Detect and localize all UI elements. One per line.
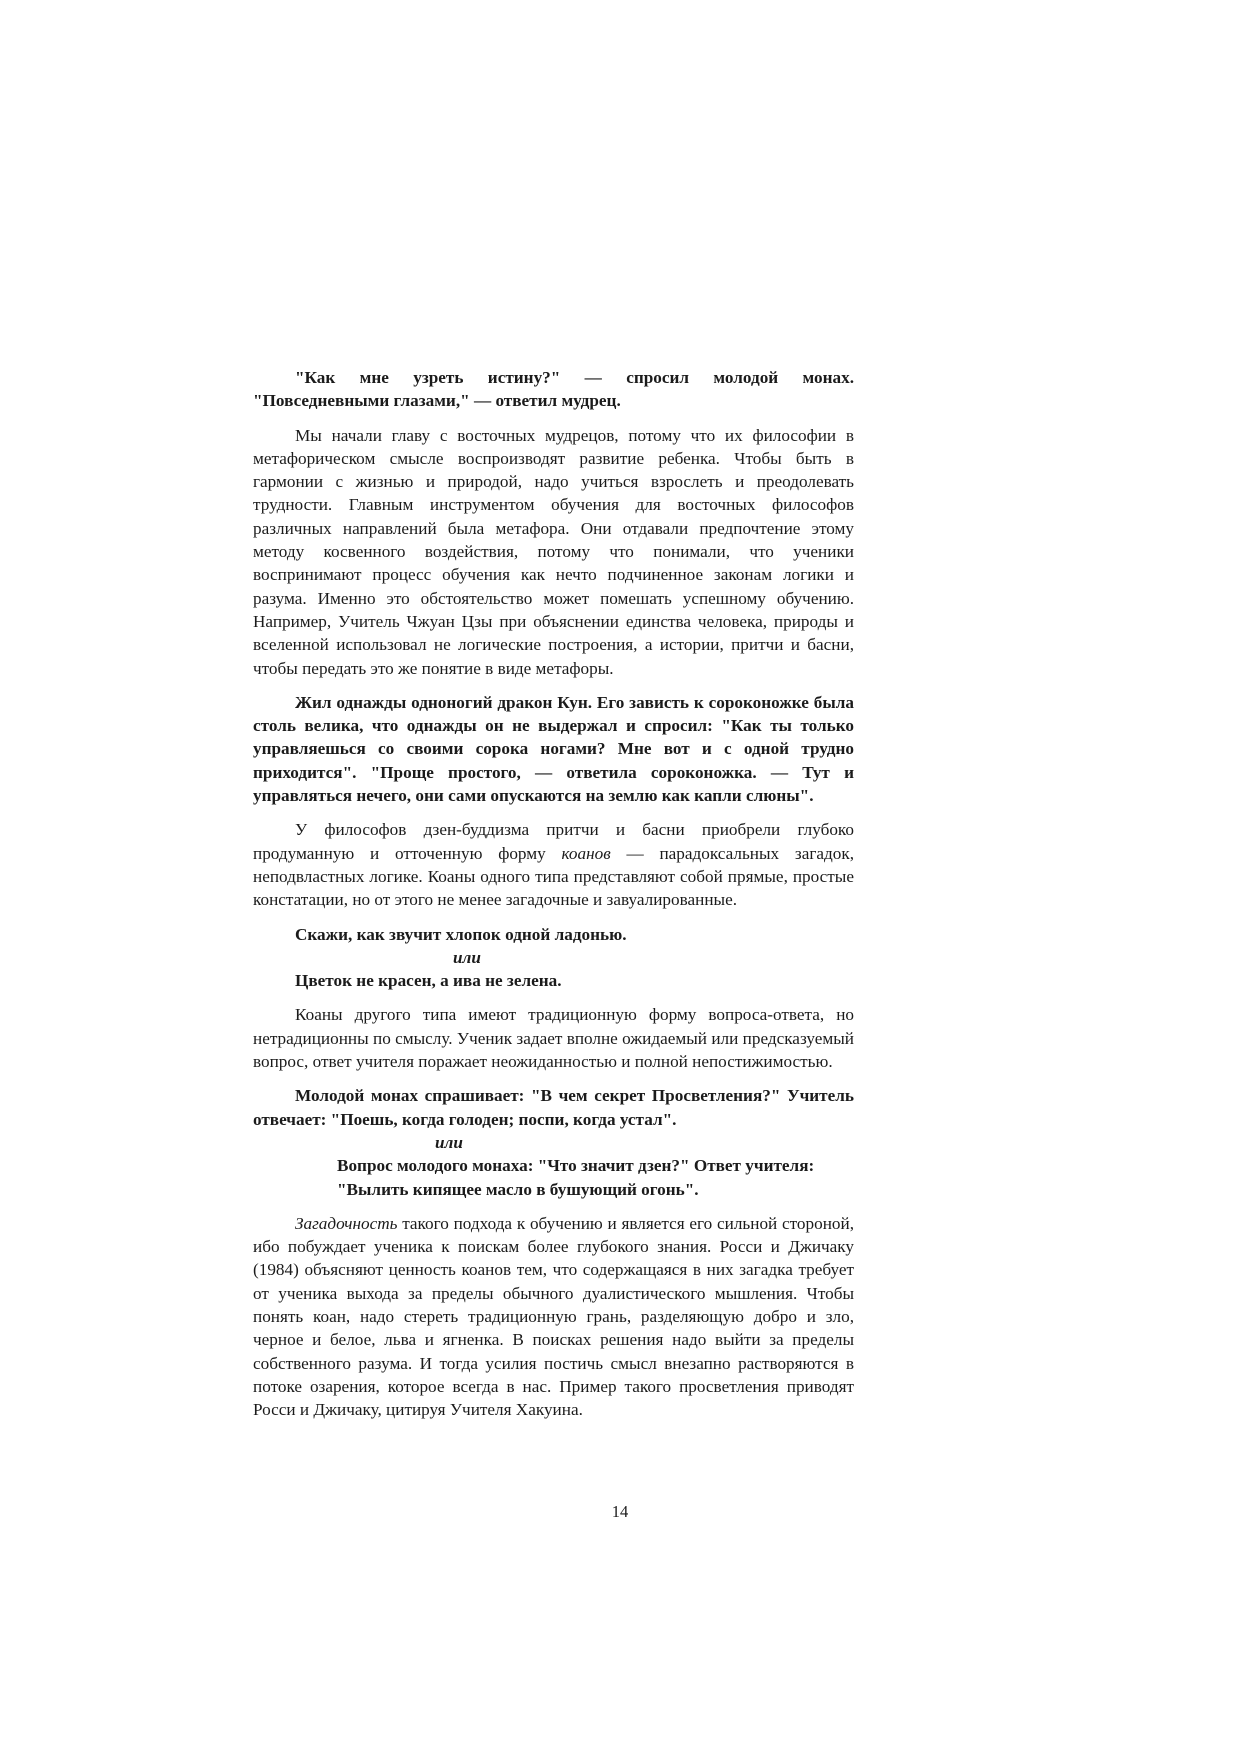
paragraph-zen-koans bbox=[253, 818, 854, 911]
mystery-lead-italic: Загадочность bbox=[295, 1213, 398, 1233]
koan-block-one bbox=[253, 923, 854, 993]
italic-koans-word: коанов bbox=[561, 843, 611, 863]
page-number: 14 bbox=[611, 1502, 629, 1521]
koan-qa-zen-line2: "Вылить кипящее масло в бушующий огонь". bbox=[337, 1179, 699, 1199]
or-separator-1: или bbox=[453, 947, 481, 967]
text-column bbox=[253, 366, 854, 1432]
quote-dragon-story: Жил однажды одноногий дракон Кун. Его зависть к сороконожке была столь велика, что однажды он не выдержал и спросил: "Как ты только управляешься со своими сорока ногами? Мне вот и с одной трудно приходится". "Проще простого, — ответила сороконожка. — Тут и управляться нечего, они сами опускаются на землю как капли слюны". bbox=[253, 692, 854, 806]
paragraph-mystery bbox=[253, 1212, 854, 1422]
or-separator-2: или bbox=[435, 1132, 463, 1152]
zen-koans-text-after: — парадоксальных загадок, неподвластных логике. Коаны одного типа представляют собой прямые, простые констатации, но от этого не менее загадочные и завуалированные. bbox=[253, 843, 855, 910]
koan-block-two bbox=[253, 1084, 854, 1200]
mystery-text: такого подхода к обучению и является его сильной стороной, ибо побуждает ученика к поискам более глубокого знания. Росси и Джичаку (1984) объясняют ценность коанов тем, что содержащаяся в них загадка требует от ученика выхода за пределы обычного дуалистического мышления. Чтобы понять коан, надо стереть традиционную грань, разделяющую добро и зло, черное и белое, льва и ягненка. В поисках решения надо выйти за пределы собственного разума. И тогда усилия постичь смысл внезапно растворяются в потоке озарения, которое всегда в нас. Пример такого просветления приводят Росси и Джичаку, цитируя Учителя Хакуина. bbox=[253, 1213, 854, 1420]
paragraph-koan-type-two: Коаны другого типа имеют традиционную форму вопроса-ответа, но нетрадиционны по смыслу. Ученик задает вполне ожидаемый или предсказуемый вопрос, ответ учителя поражает неожиданностью и полной непостижимостью. bbox=[253, 1005, 854, 1072]
koan-line-clap: Скажи, как звучит хлопок одной ладонью. bbox=[295, 924, 627, 944]
paragraph-eastern-sages: Мы начали главу с восточных мудрецов, потому что их философии в метафорическом смысле воспроизводят развитие ребенка. Чтобы быть в гармонии с жизнью и природой, надо учиться взрослеть и преодолевать трудности. Главным инструментом обучения для восточных философов различных направлений была метафора. Они отдавали предпочтение этому методу косвенного воздействия, потому что понимали, что ученики воспринимают процесс обучения как нечто подчиненное законам логики и разума. Именно это обстоятельство может помешать успешному обучению. Например, Учитель Чжуан Цзы при объяснении единства человека, природы и вселенной использовал не логические построения, а истории, притчи и басни, чтобы передать это же понятие в виде метафоры. bbox=[253, 425, 854, 678]
koan-line-flower: Цветок не красен, а ива не зелена. bbox=[295, 971, 562, 991]
koan-qa-zen-line1: Вопрос молодого монаха: "Что значит дзен?" Ответ учителя: bbox=[337, 1156, 815, 1176]
zen-koans-text-before: У философов дзен-буддизма притчи и басни приобрели глубоко продуманную и отточенную форму bbox=[253, 820, 854, 863]
epigraph-monk-quote: "Как мне узреть истину?" — спросил молодой монах. "Повседневными глазами," — ответил мудрец. bbox=[253, 368, 854, 411]
koan-qa-enlightenment: Молодой монах спрашивает: "В чем секрет Просветления?" Учитель отвечает: "Поешь, когда голоден; поспи, когда устал". bbox=[253, 1086, 854, 1129]
